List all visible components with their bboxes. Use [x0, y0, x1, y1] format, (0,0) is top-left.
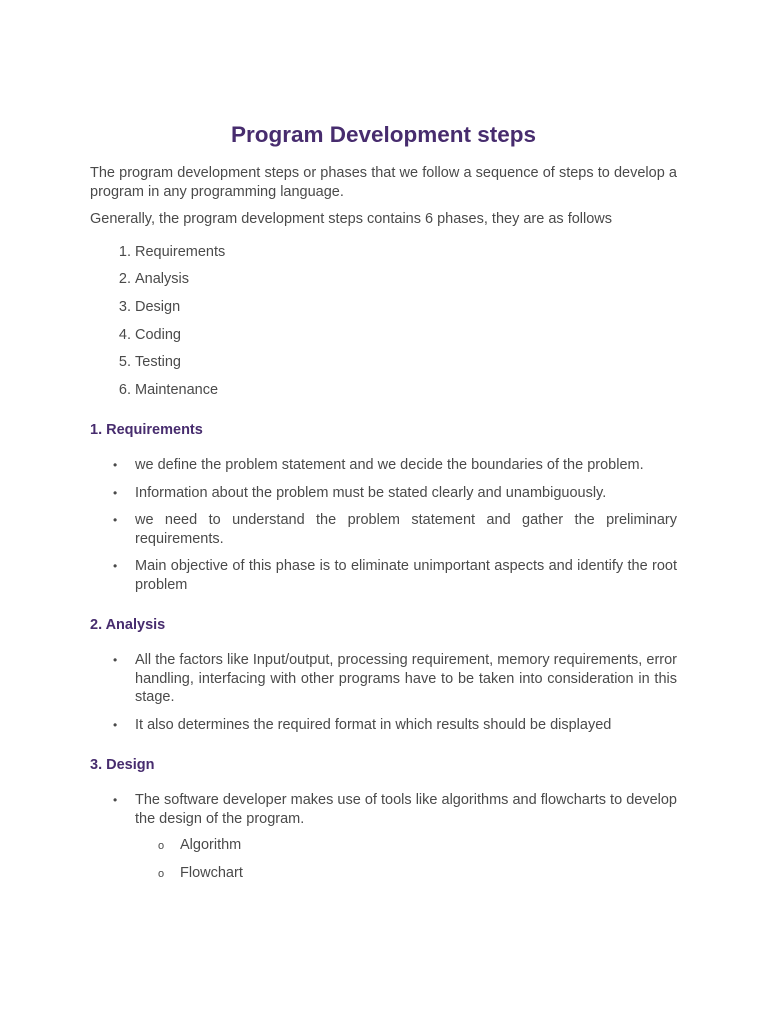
list-item: 1. Requirements — [135, 243, 677, 262]
bullet-icon: • — [113, 793, 118, 808]
list-item — [113, 716, 677, 735]
bullet-icon: • — [113, 513, 118, 528]
section-heading-requirements: 1. Requirements — [90, 422, 203, 439]
phases-summary: Generally, the program development steps contains 6 phases, they are as follows — [90, 211, 613, 227]
list-item — [158, 864, 677, 883]
bullet-text: All the factors like Input/output, processing requirement, memory requirements, error handling, interfacing with other programs have to be taken into consideration in this stage. — [135, 652, 677, 706]
list-item — [113, 651, 677, 707]
list-item — [113, 456, 677, 475]
bullet-icon: • — [113, 559, 118, 574]
list-item — [158, 836, 677, 855]
bullet-text: The software developer makes use of tools like algorithms and flowcharts to develop the design of the program. — [135, 792, 677, 827]
list-item: 5. Testing — [135, 353, 677, 372]
requirements-bullets — [90, 456, 677, 594]
bullet-icon: • — [113, 653, 118, 668]
list-item — [113, 791, 677, 882]
bullet-text: It also determines the required format in which results should be displayed — [135, 716, 612, 733]
section-heading-design: 3. Design — [90, 757, 155, 774]
design-bullets — [90, 791, 677, 882]
bullet-icon: • — [113, 717, 118, 732]
list-item — [113, 557, 677, 594]
circle-bullet-icon: o — [158, 867, 165, 880]
analysis-bullets — [90, 651, 677, 734]
phases-list — [90, 243, 677, 400]
sub-bullet-text: Flowchart — [180, 864, 243, 881]
bullet-icon: • — [113, 485, 118, 500]
bullet-text: we need to understand the problem statement and gather the preliminary requirements. — [135, 512, 677, 547]
list-item: 3. Design — [135, 298, 677, 317]
list-item: 6. Maintenance — [135, 381, 677, 400]
circle-bullet-icon: o — [158, 840, 165, 853]
design-sub-bullets — [135, 836, 677, 882]
document-page — [90, 120, 677, 891]
list-item: 4. Coding — [135, 326, 677, 345]
section-heading-analysis: 2. Analysis — [90, 617, 166, 634]
bullet-text: we define the problem statement and we decide the boundaries of the problem. — [135, 457, 644, 474]
bullet-text: Main objective of this phase is to eliminate unimportant aspects and identify the root problem — [135, 558, 677, 593]
bullet-icon: • — [113, 458, 118, 473]
list-item: 2. Analysis — [135, 270, 677, 289]
intro-paragraph: The program development steps or phases that we follow a sequence of steps to develop a program in any programming language. — [90, 165, 677, 200]
list-item — [113, 511, 677, 548]
bullet-text: Information about the problem must be stated clearly and unambiguously. — [135, 484, 607, 501]
page-title: Program Development steps — [230, 122, 537, 147]
sub-bullet-text: Algorithm — [180, 837, 242, 854]
list-item — [113, 484, 677, 503]
